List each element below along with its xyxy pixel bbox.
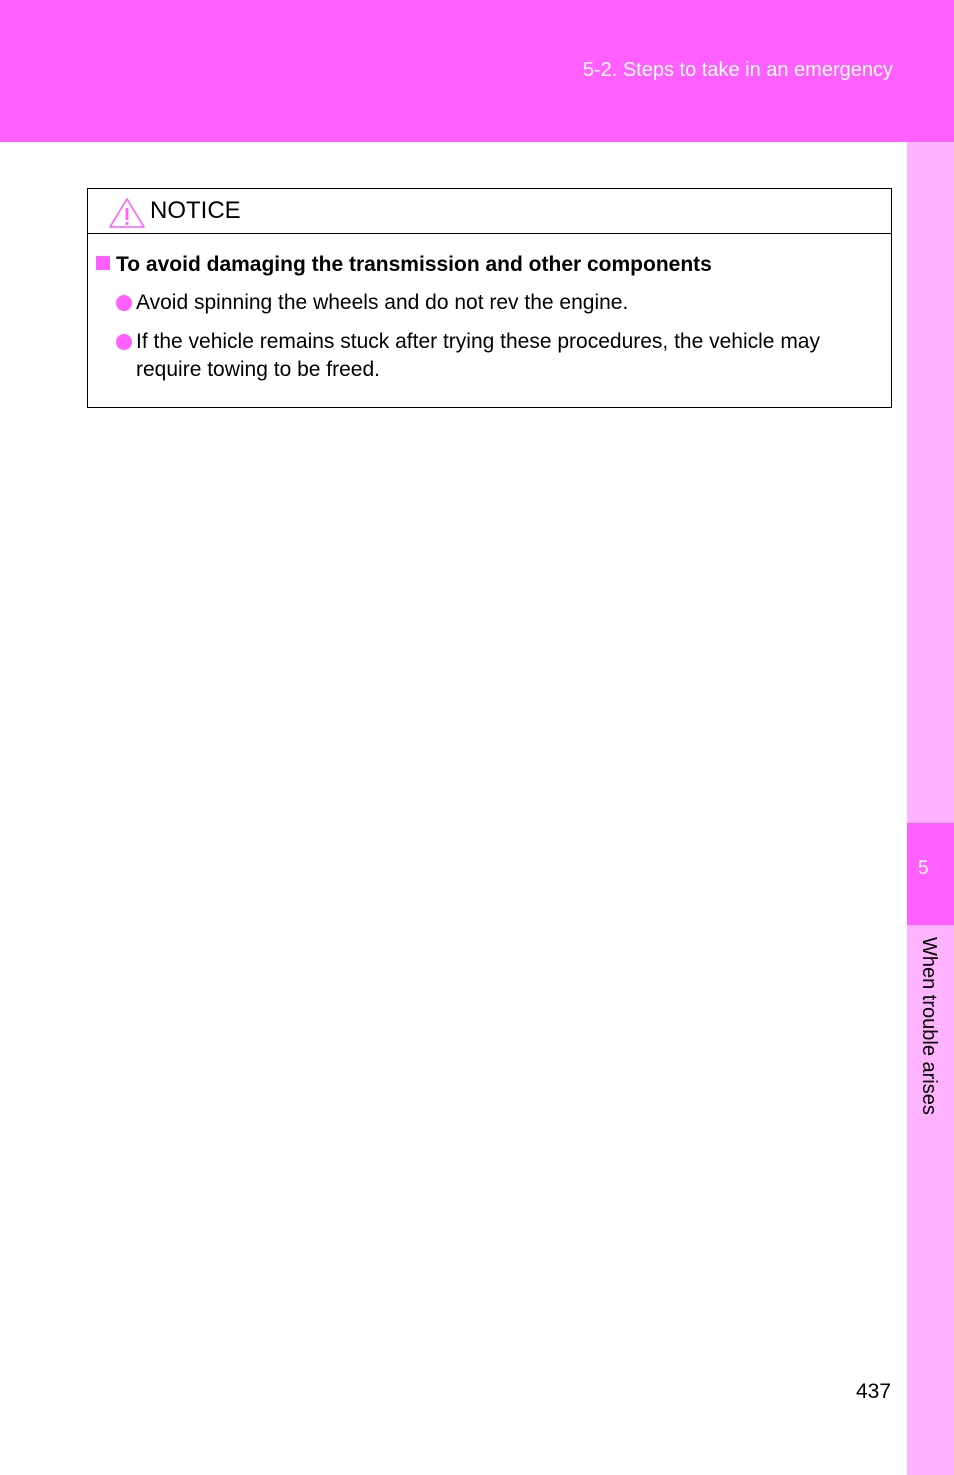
bullet-dot-icon (116, 334, 132, 350)
chapter-title: When trouble arises (918, 937, 940, 1115)
section-title: 5-2. Steps to take in an emergency (582, 59, 893, 81)
square-bullet-icon (96, 256, 110, 270)
notice-header (88, 189, 891, 234)
chapter-number: 5 (918, 858, 929, 879)
bullet-item (116, 328, 886, 384)
notice-box (87, 188, 892, 408)
chapter-tab (907, 823, 954, 925)
bullet-text: If the vehicle remains stuck after trying these procedures, the vehicle may require towing to be freed. (136, 330, 820, 381)
bullet-dot-icon (116, 295, 132, 311)
page-number: 437 (856, 1380, 892, 1403)
bullet-item (116, 289, 886, 317)
notice-heading-text: To avoid damaging the transmission and other components (116, 253, 712, 276)
warning-triangle-icon (108, 197, 146, 229)
bullet-text: Avoid spinning the wheels and do not rev the engine. (136, 291, 629, 314)
notice-label: NOTICE (150, 197, 241, 224)
side-strip (907, 142, 954, 1475)
notice-heading (96, 253, 712, 277)
